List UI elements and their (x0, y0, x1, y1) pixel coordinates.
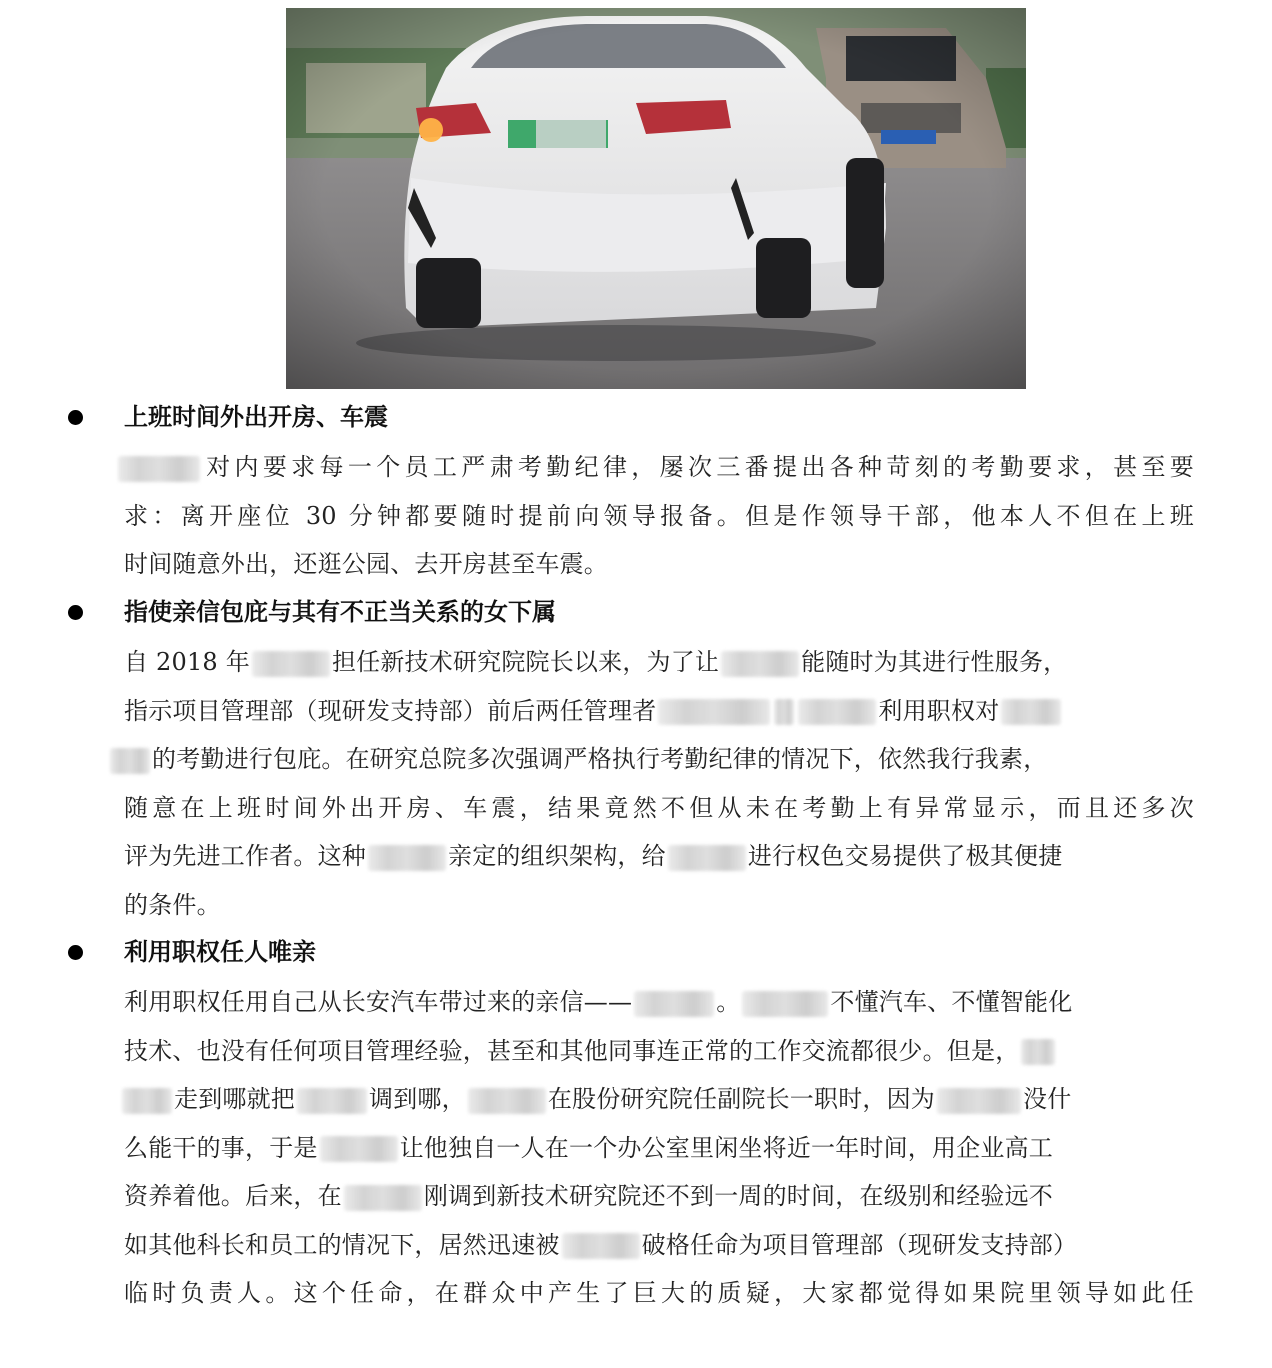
redacted-name (562, 1233, 640, 1259)
redacted-name (122, 1088, 172, 1114)
bullet-icon (68, 605, 83, 620)
redacted-name (320, 1136, 398, 1162)
text-line: 临时负责人。这个任命，在群众中产生了巨大的质疑，大家都觉得如果院里领导如此任 (124, 1279, 1194, 1307)
text-line: 求：离开座位 30 分钟都要随时提前向领导报备。但是作领导干部，他本人不但在上班 (124, 501, 1194, 530)
redacted-name (774, 699, 794, 725)
text-line: 如其他科长和员工的情况下，居然迅速被 破格任命为项目管理部（现研发支持部） (124, 1230, 1078, 1259)
redacted-name (368, 845, 446, 871)
section-heading: 利用职权任人唯亲 (124, 938, 316, 966)
redacted-name (742, 991, 828, 1017)
bullet-icon (68, 945, 83, 960)
redacted-name (721, 651, 799, 677)
text-line: 技术、也没有任何项目管理经验，甚至和其他同事连正常的工作交流都很少。但是， (124, 1027, 1194, 1076)
redacted-name (118, 456, 200, 482)
car-photo (286, 8, 1026, 389)
section-paragraph (124, 443, 1194, 589)
text-line: 么能干的事，于是 让他独自一人在一个办公室里闲坐将近一年时间，用企业高工 (124, 1133, 1054, 1162)
text-line: 评为先进工作者。这种 亲定的组织架构，给 进行权色交易提供了极其便捷 (124, 842, 1063, 870)
text-line: 的条件。 (124, 890, 221, 919)
redacted-name (634, 991, 714, 1017)
section-paragraph (124, 978, 1194, 1318)
section-heading: 指使亲信包庇与其有不正当关系的女下属 (124, 598, 556, 626)
section-paragraph (124, 638, 1194, 929)
text-line: 时间随意外出，还逛公园、去开房甚至车震。 (124, 550, 608, 578)
text-line: 对内要求每一个员工严肃考勤纪律，屡次三番提出各种苛刻的考勤要求，甚至要 (124, 443, 1194, 492)
text-line: 指示项目管理部（现研发支持部）前后两任管理者 利用职权对 (124, 687, 1194, 736)
text-line: 随意在上班时间外出开房、车震，结果竟然不但从未在考勤上有异常显示，而且还多次 (124, 793, 1194, 822)
text-line: 资养着他。后来，在 刚调到新技术研究院还不到一周的时间，在级别和经验远不 (124, 1182, 1054, 1210)
redacted-name (937, 1088, 1021, 1114)
text-line: 的考勤进行包庇。在研究总院多次强调严格执行考勤纪律的情况下，依然我行我素， (124, 735, 1194, 784)
redacted-name (110, 748, 150, 774)
redacted-name (1001, 699, 1061, 725)
redacted-name (798, 699, 876, 725)
text-line: 走到哪就把 调到哪， 在股份研究院任副院长一职时，因为 没什 (124, 1075, 1194, 1124)
redacted-name (297, 1088, 367, 1114)
redacted-name (344, 1185, 422, 1211)
redacted-name (668, 845, 746, 871)
section-heading: 上班时间外出开房、车震 (124, 403, 388, 431)
text-line: 自 2018 年 担任新技术研究院院长以来，为了让 能随时为其进行性服务， (124, 648, 1068, 676)
bullet-icon (68, 410, 83, 425)
redacted-name (658, 699, 770, 725)
redacted-name (1021, 1039, 1055, 1065)
redacted-name (252, 651, 330, 677)
text-line: 利用职权任用自己从长安汽车带过来的亲信—— 。 不懂汽车、不懂智能化 (124, 988, 1073, 1016)
redacted-name (468, 1088, 546, 1114)
